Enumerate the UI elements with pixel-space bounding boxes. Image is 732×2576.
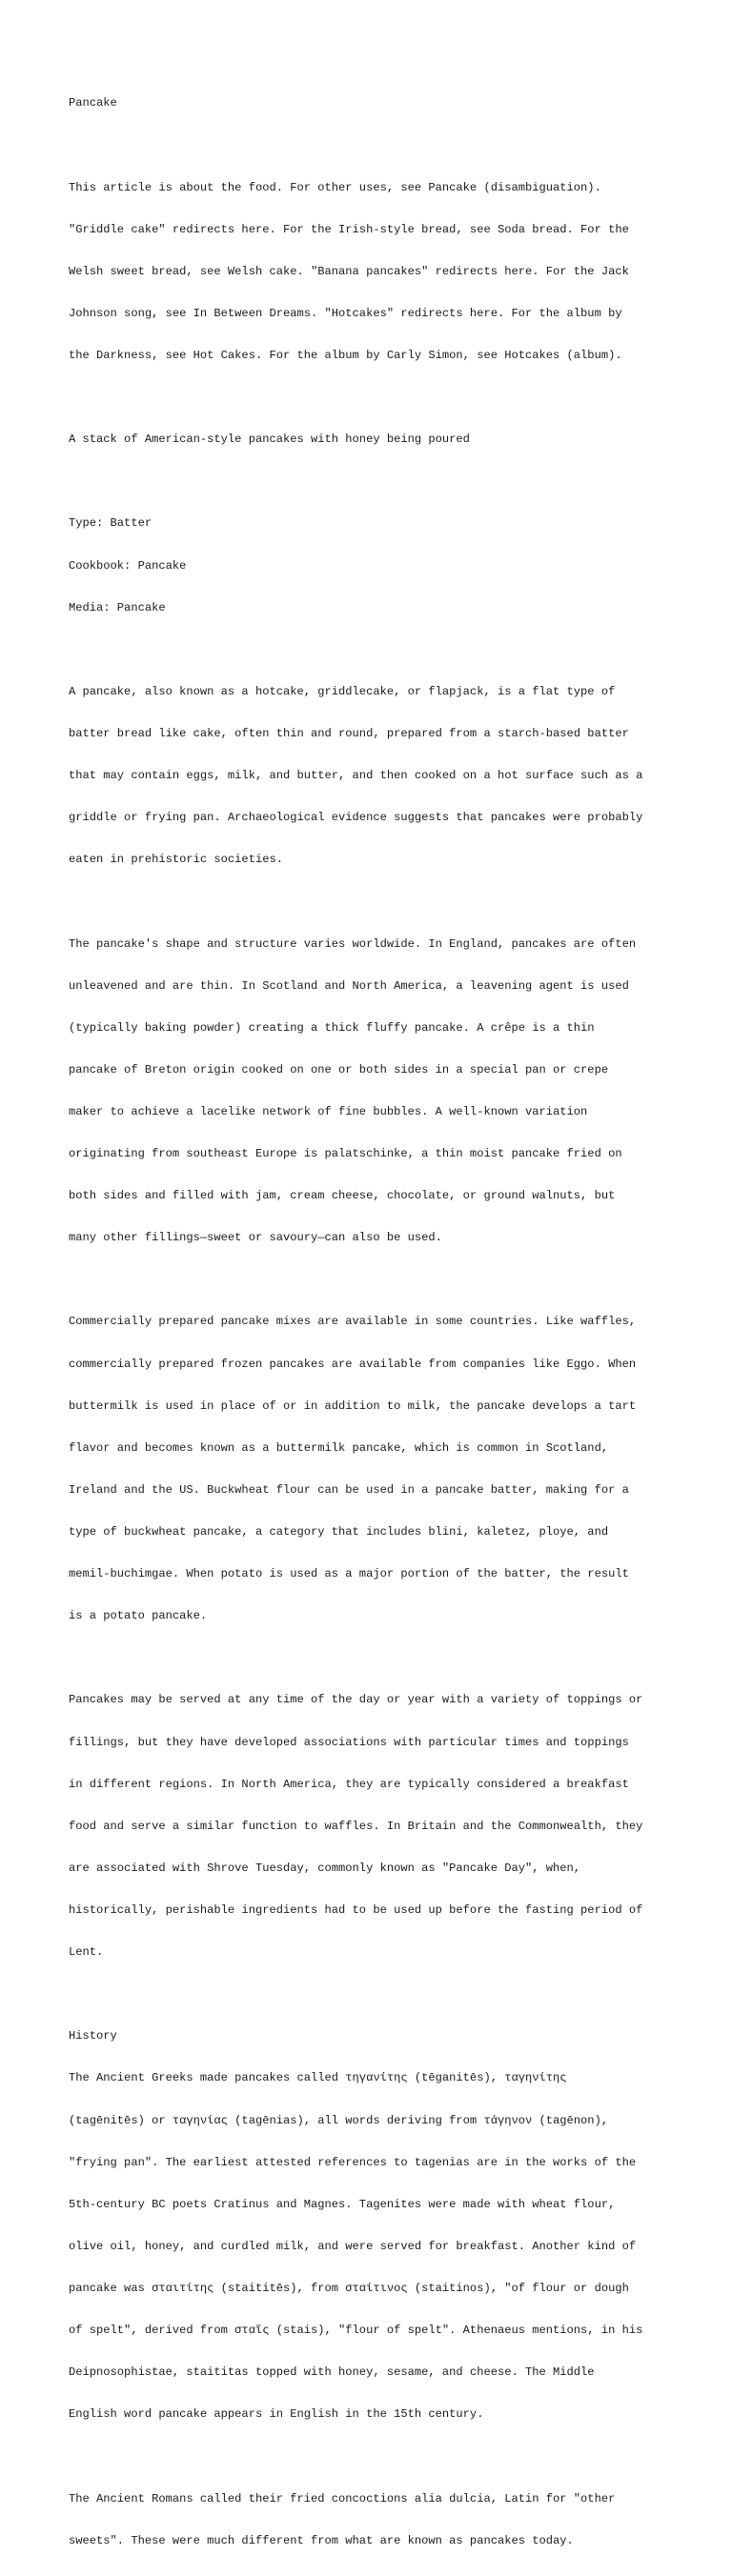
intro-paragraph-3: Commercially prepared pancake mixes are available in some countries. Like waffles, commercially prepared frozen pancakes are available from companies like Eggo. When buttermilk is used in place of or in addition to milk, the pancake develops a tart flavor and becomes known as a buttermilk pancake, which is common in Scotland, Ireland and the US. Buckwheat flour can be used in a pancake batter, making for a type of buckwheat pancake, a category that includes blini, kaletez, ploye, and memil-buchimgae. When potato is used as a major portion of the batter, the result is a potato pancake. (69, 1315, 637, 1623)
infobox-cookbook: Cookbook: Pancake (69, 558, 187, 573)
infobox-type: Type: Batter (69, 516, 152, 531)
history-heading: History (69, 2029, 117, 2043)
infobox (69, 489, 694, 643)
history-section: History The Ancient Greeks made pancakes called τηγανίτης (tēganitēs), ταγηνίτης (tagēnitēs) or ταγηνίας (tagēnias), all words deriving from τάγηνον (tagēnon), "frying pan". The earliest attested references to tagenias are in the works of the 5th-century BC poets Cratinus and Magnes. Tagenites were made with wheat flour, olive oil, honey, and curdled milk, and were served for breakfast. Another kind of pancake was σταιτίτης (staititēs), from σταίτινος (staitinos), "of flour or dough of spelt", derived from σταῖς (stais), "flour of spelt". Athenaeus mentions, in his Deipnosophistae, staititas topped with honey, sesame, and cheese. The Middle English word pancake appears in English in the 15th century. (69, 2002, 694, 2450)
article-title: Pancake (69, 96, 117, 111)
history-paragraph-2: The Ancient Romans called their fried concoctions alia dulcia, Latin for "other sweets". These were much different from what are known as pancakes today. (69, 2491, 616, 2547)
hatnote-line: Johnson song, see In Between Dreams. "Hotcakes" redirects here. For the album by (69, 306, 622, 320)
intro-paragraph-1: A pancake, also known as a hotcake, griddlecake, or flapjack, is a flat type of batter bread like cake, often thin and round, prepared from a starch-based batter that may contain eggs, milk, and butter, and then cooked on a hot surface such as a griddle or frying pan. Archaeological evidence suggests that pancakes were probably eaten in prehistoric societies. (69, 684, 643, 867)
intro-paragraph-2: The pancake's shape and structure varies worldwide. In England, pancakes are often unleavened and are thin. In Scotland and North America, a leavening agent is used (typically baking powder) creating a thick fluffy pancake. A crêpe is a thin pancake of Breton origin cooked on one or both sides in a special pan or crepe maker to achieve a lacelike network of fine bubbles. A well-known variation originating from southeast Europe is palatschinke, a thin moist pancake fried on both sides and filled with jam, cream cheese, chocolate, or ground walnuts, but many other fillings—sweet or savoury—can also be used. (69, 936, 637, 1245)
intro-paragraph-4: Pancakes may be served at any time of the day or year with a variety of toppings or fillings, but they have developed associations with particular times and toppings in different regions. In North America, they are typically considered a breakfast food and serve a similar function to waffles. In Britain and the Commonwealth, they are associated with Shrove Tuesday, commonly known as "Pancake Day", when, historically, perishable ingredients had to be used up before the fasting period of Lent. (69, 1693, 643, 1960)
infobox-media: Media: Pancake (69, 600, 166, 614)
hatnote-line: Welsh sweet bread, see Welsh cake. "Banana pancakes" redirects here. For the Jack (69, 264, 629, 278)
hatnote-line: This article is about the food. For other uses, see Pancake (disambiguation). (69, 180, 601, 194)
hatnote (69, 152, 694, 391)
hatnote-line: the Darkness, see Hot Cakes. For the album by Carly Simon, see Hotcakes (album). (69, 349, 622, 363)
hatnote-line: "Griddle cake" redirects here. For the Irish-style bread, see Soda bread. For the (69, 222, 629, 236)
image-caption: A stack of American-style pancakes with honey being poured (69, 433, 470, 447)
